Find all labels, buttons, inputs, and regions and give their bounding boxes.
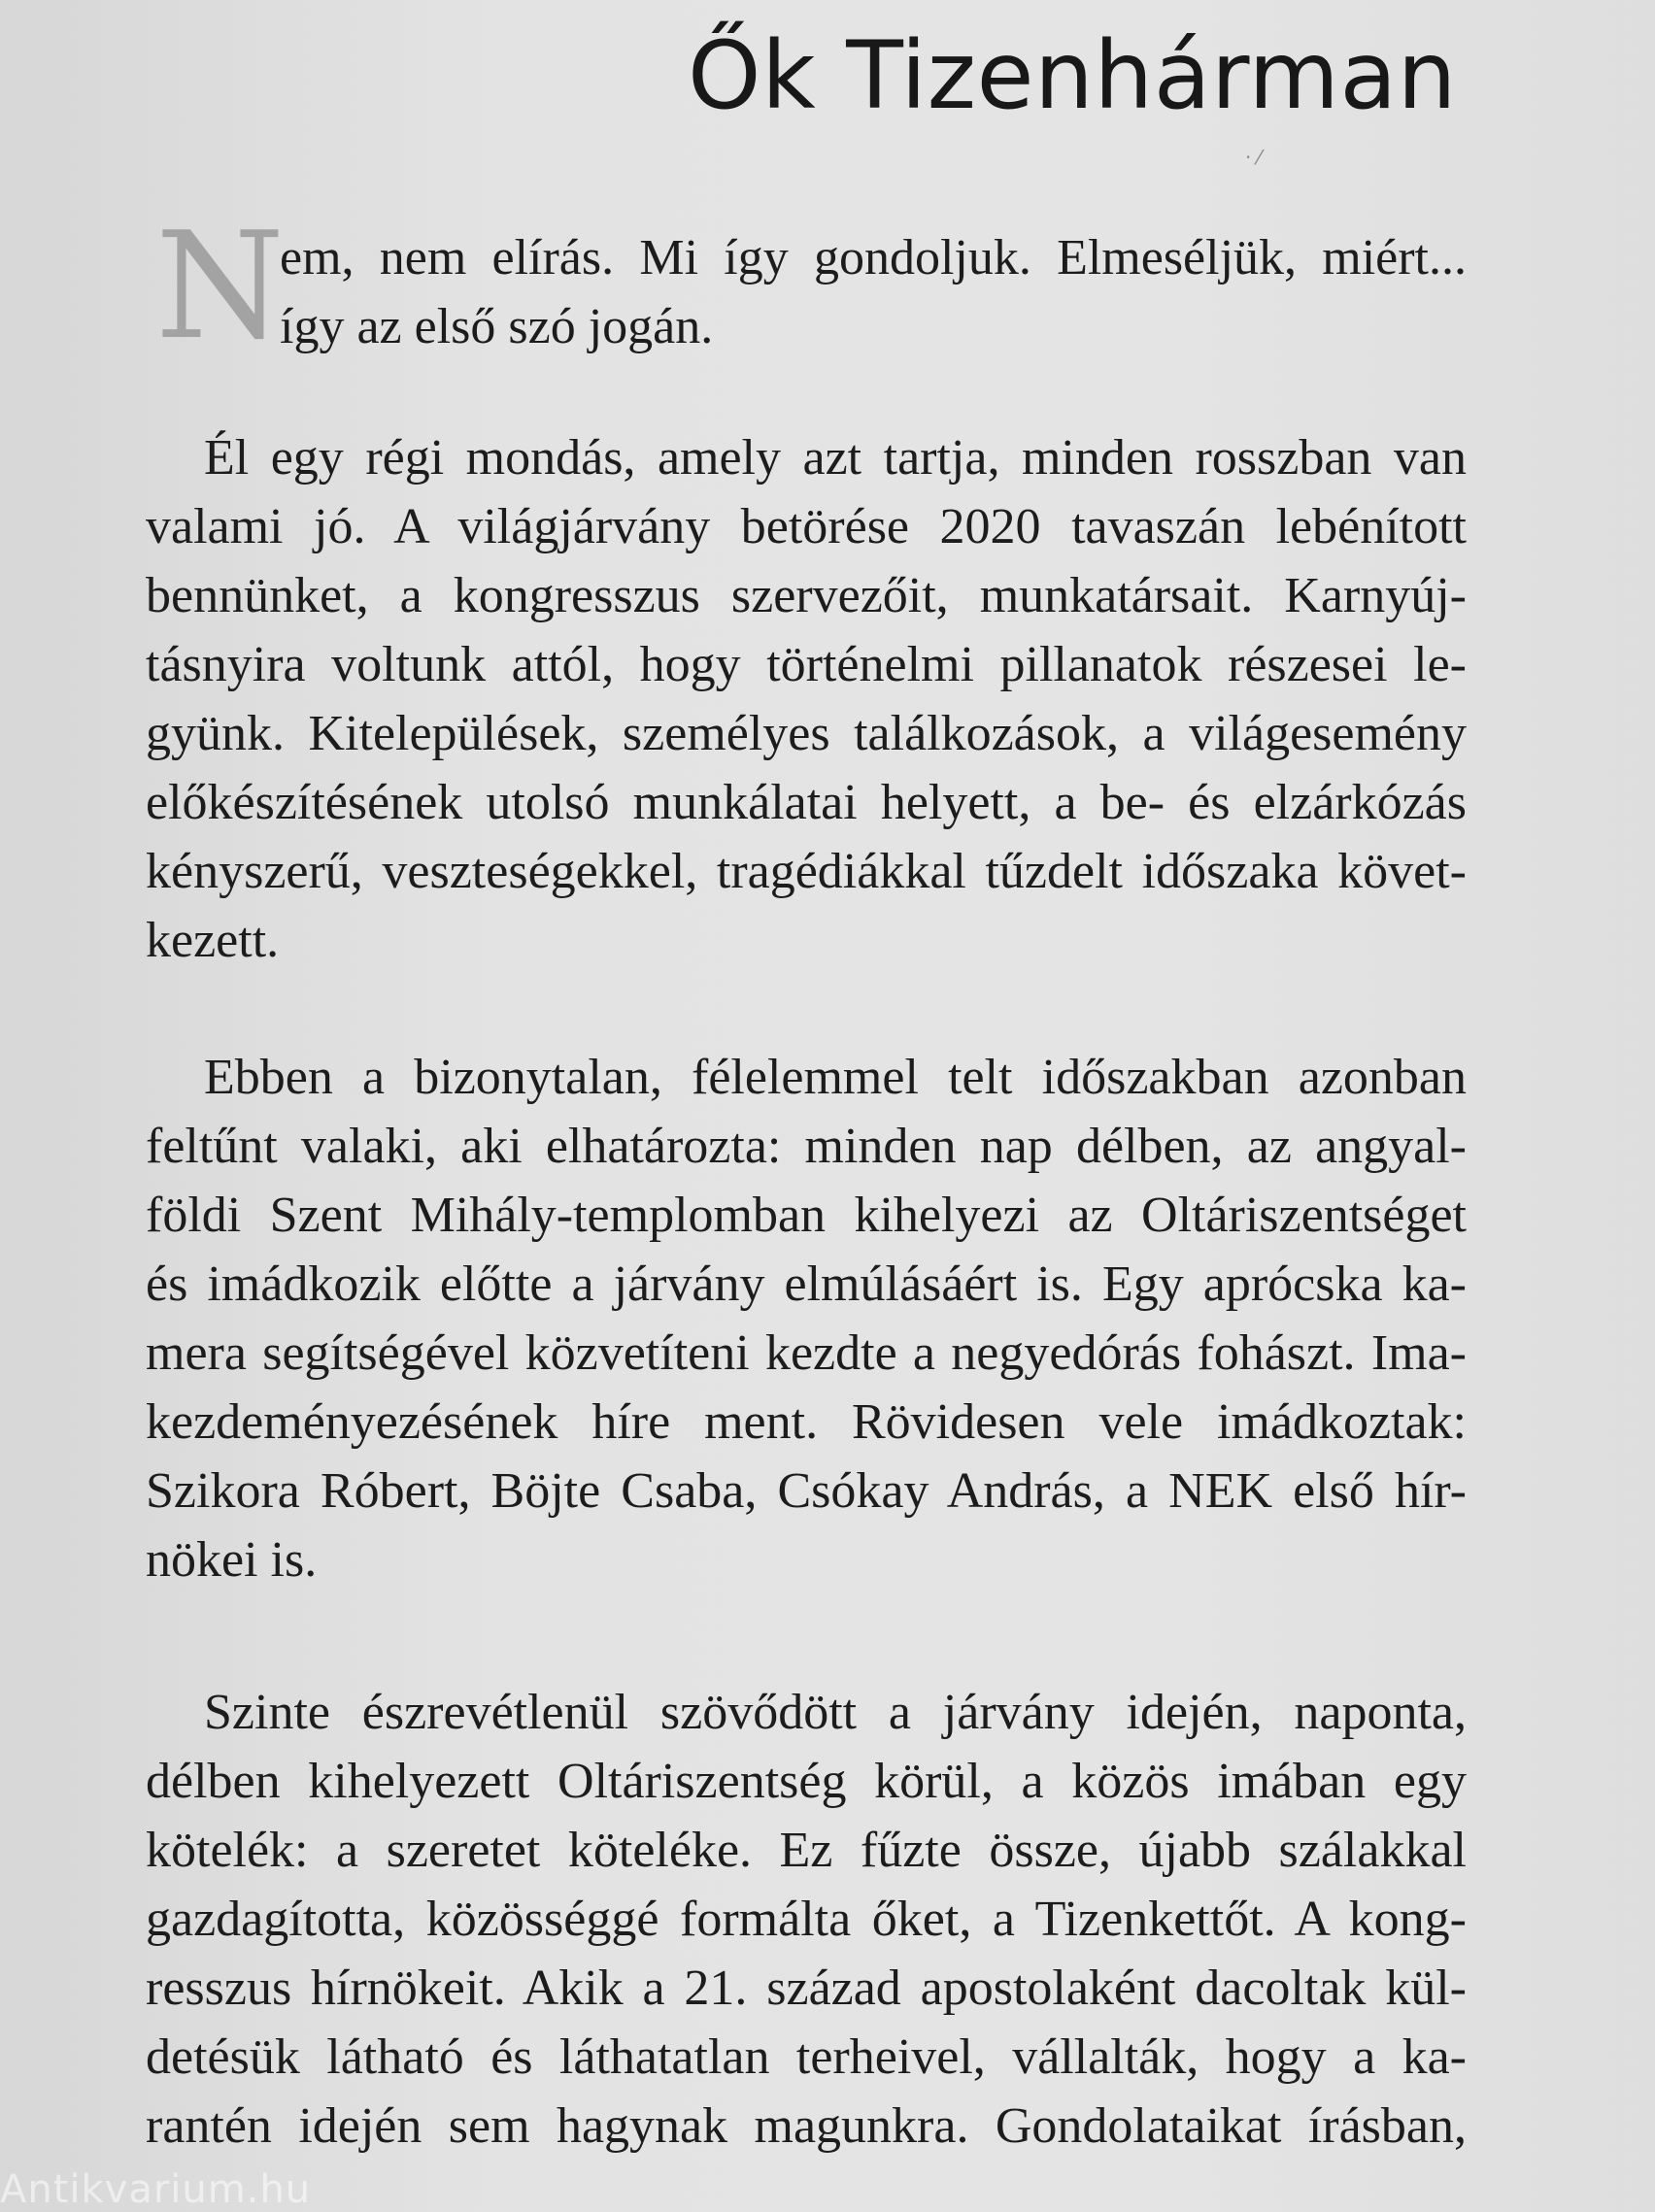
text-line: kényszerű, veszteségekkel, tragédiákkal tűzdelt időszaka követ- (146, 844, 1467, 899)
text-line: földi Szent Mihály-templomban kihelyezi az Oltáriszentséget (146, 1188, 1467, 1243)
page-title: Ők Tizenhárman (688, 21, 1457, 130)
drop-cap-letter: N (155, 200, 285, 372)
page-speck: · ⁄ (1245, 146, 1262, 169)
text-line: nökei is. (146, 1532, 318, 1588)
text-line: bennünket, a kongresszus szervezőit, munkatársait. Karnyúj- (146, 568, 1467, 623)
text-line: resszus hírnökeit. Akik a 21. század apostolaként dacoltak kül- (146, 1961, 1467, 2016)
text-line: kezett. (146, 913, 280, 968)
watermark: Antikvarium.hu (0, 2167, 312, 2212)
text-line: gyünk. Kitelepülések, személyes találkozások, a világesemény (146, 706, 1467, 761)
text-line: gazdagította, közösséggé formálta őket, a Tizenkettőt. A kong- (146, 1892, 1467, 1947)
text-line: Él egy régi mondás, amely azt tartja, minden rosszban van (204, 430, 1467, 486)
text-line: előkészítésének utolsó munkálatai helyett, a be- és elzárkózás (146, 775, 1467, 830)
text-line: mera segítségével közvetíteni kezdte a negyedórás fohászt. Ima- (146, 1325, 1467, 1381)
paragraph-1 (146, 423, 1467, 975)
text-line: Szikora Róbert, Böjte Csaba, Csókay András, a NEK első hír- (146, 1463, 1467, 1519)
paragraph-3 (146, 1678, 1467, 2161)
text-line: és imádkozik előtte a járvány elmúlásáért is. Egy aprócska ka- (146, 1257, 1467, 1312)
text-line: em, nem elírás. Mi így gondoljuk. Elmeséljük, miért... (280, 230, 1467, 285)
text-line: Ebben a bizonytalan, félelemmel telt időszakban azonban (204, 1050, 1467, 1105)
text-line: délben kihelyezett Oltáriszentség körül, a közös imában egy (146, 1754, 1467, 1809)
text-line: tásnyira voltunk attól, hogy történelmi pillanatok részesei le- (146, 637, 1467, 692)
text-line: így az első szó jogán. (280, 299, 714, 354)
text-line: kötelék: a szeretet köteléke. Ez fűzte össze, újabb szálakkal (146, 1823, 1467, 1878)
text-line: valami jó. A világjárvány betörése 2020 tavaszán lebénított (146, 499, 1467, 554)
text-line: detésük látható és láthatatlan terheivel, vállalták, hogy a ka- (146, 2029, 1467, 2085)
text-line: rantén idején sem hagynak magunkra. Gondolataikat írásban, (146, 2098, 1467, 2154)
text-line: Szinte észrevétlenül szövődött a járvány idején, naponta, (204, 1685, 1467, 1740)
text-line: feltűnt valaki, aki elhatározta: minden nap délben, az angyal- (146, 1119, 1467, 1174)
text-line: kezdeményezésének híre ment. Rövidesen vele imádkoztak: (146, 1394, 1467, 1450)
intro-paragraph (155, 200, 1467, 372)
paragraph-2 (146, 1043, 1467, 1594)
intro-text (280, 223, 1467, 361)
